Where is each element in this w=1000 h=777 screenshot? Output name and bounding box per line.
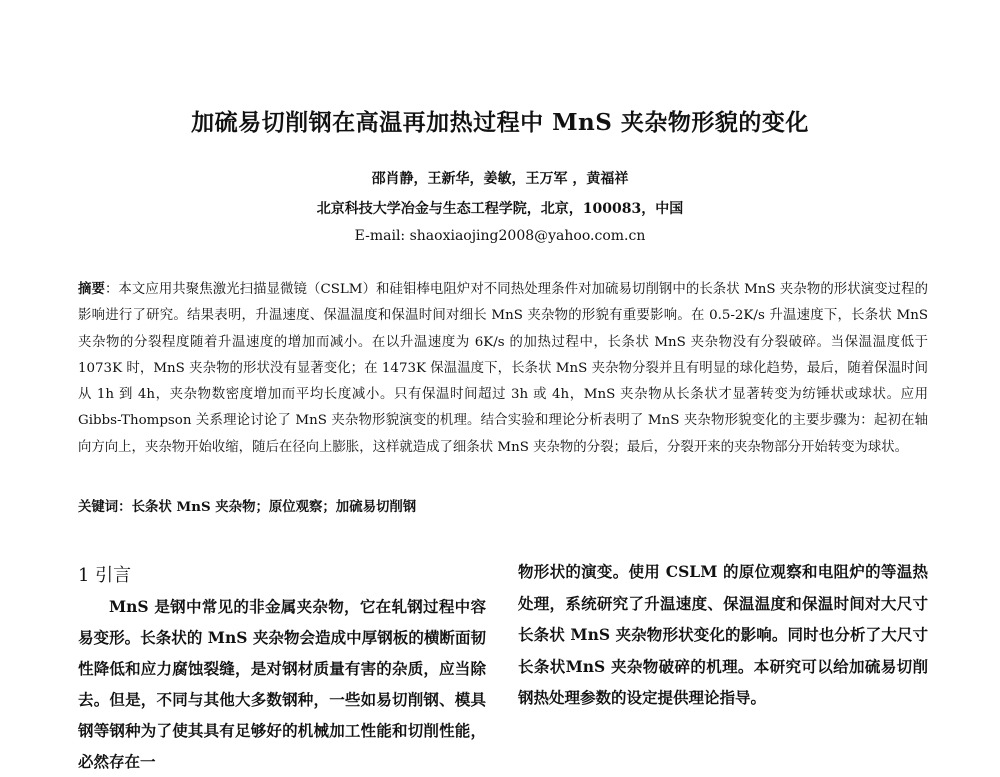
intro-paragraph-left: MnS 是钢中常见的非金属夹杂物，它在轧钢过程中容易变形。长条状的 MnS 夹杂物会造成中厚钢板的横断面韧性降低和应力腐蚀裂缝，是对钢材质量有害的杂质，应当除去。但是，不同与其他大多数钢种，一些如易切削钢、模具钢等钢种为了使其具有足够好的机械加工性能和切削性能，必然存在一	[78, 597, 486, 771]
abstract	[78, 276, 928, 461]
keywords-text: 长条状 MnS 夹杂物；原位观察；加硫易切削钢	[131, 499, 417, 515]
abstract-text: ：本文应用共聚焦激光扫描显微镜（CSLM）和硅钼棒电阻炉对不同热处理条件对加硫易切削钢中的长条状 MnS 夹杂物的形状演变过程的影响进行了研究。结果表明，升温速度、保温温度和保温时间对细长 MnS 夹杂物的形貌有重要影响。在 0.5-2K/s 升温速度下，长条状 MnS 夹杂物的分裂程度随着升温速度的增加而减小。在以升温速度为 6K/s 的加热过程中，长条状 MnS 夹杂物没有分裂破碎。当保温温度低于 1073K 时，MnS 夹杂物的形状没有显著变化；在 1473K 保温温度下，长条状 MnS 夹杂物分裂并且有明显的球化趋势，最后，随着保温时间从 1h 到 4h，夹杂物数密度增加而平均长度减小。只有保温时间超过 3h 或 4h，MnS 夹杂物从长条状才显著转变为纺锤状或球状。应用 Gibbs-Thompson 关系理论讨论了 MnS 夹杂物形貌演变的机理。结合实验和理论分析表明了 MnS 夹杂物形貌变化的主要步骤为：起初在轴向方向上，夹杂物开始收缩，随后在径向上膨胀，这样就造成了细条状 MnS 夹杂物的分裂；最后，分裂开来的夹杂物部分开始转变为球状。	[78, 282, 929, 455]
author-list: 邵肖静，王新华，姜敏，王万军 ，黄福祥	[371, 171, 629, 187]
affiliation: 北京科技大学冶金与生态工程学院，北京，100083，中国	[316, 201, 684, 217]
abstract-label: 摘要	[78, 281, 105, 297]
body-column-right	[518, 556, 928, 714]
intro-paragraph-right: 物形状的演变。使用 CSLM 的原位观察和电阻炉的等温热处理，系统研究了升温速度、保温温度和保温时间对大尺寸长条状 MnS 夹杂物形状变化的影响。同时也分析了大尺寸长条状MnS 夹杂物破碎的机理。本研究可以给加硫易切削钢热处理参数的设定提供理论指导。	[518, 562, 928, 708]
section-heading: 1 引言	[78, 565, 132, 586]
keywords-label: 关键词：	[78, 499, 132, 515]
keywords	[78, 494, 928, 520]
paper-title: 加硫易切削钢在高温再加热过程中 MnS 夹杂物形貌的变化	[191, 109, 809, 136]
contact-email: E-mail: shaoxiaojing2008@yahoo.com.cn	[354, 228, 646, 244]
body-column-left	[78, 560, 486, 771]
